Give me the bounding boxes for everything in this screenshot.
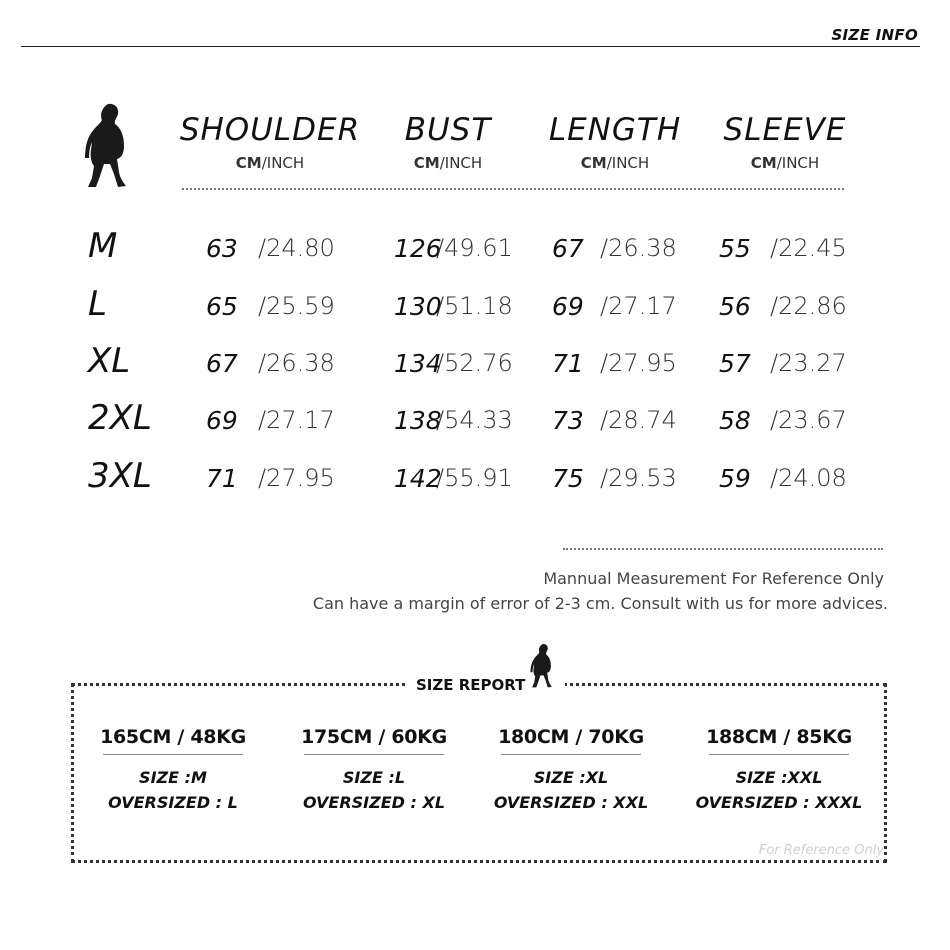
column-unit: CM/INCH bbox=[413, 154, 483, 172]
length-cm: 71 bbox=[552, 349, 584, 378]
oversized-size: OVERSIZED : XXXL bbox=[695, 793, 863, 812]
shoulder-cm: 67 bbox=[206, 349, 238, 378]
column-length bbox=[520, 112, 710, 172]
column-unit: CM/INCH bbox=[235, 154, 305, 172]
ape-figure-icon bbox=[84, 102, 130, 190]
size-row bbox=[88, 284, 888, 334]
bust-inch: /51.18 bbox=[436, 292, 513, 320]
size-row bbox=[88, 226, 888, 276]
length-cm: 75 bbox=[552, 464, 584, 493]
bust-inch: /49.61 bbox=[436, 234, 513, 262]
underline bbox=[304, 754, 444, 755]
size-label: 3XL bbox=[88, 456, 152, 496]
bust-inch: /54.33 bbox=[436, 406, 513, 434]
length-cm: 69 bbox=[552, 292, 584, 321]
report-item bbox=[284, 726, 464, 812]
sleeve-inch: /22.45 bbox=[770, 234, 847, 262]
dotted-divider bbox=[563, 548, 883, 550]
length-inch: /27.95 bbox=[600, 349, 677, 377]
bust-cm: 130 bbox=[394, 292, 442, 321]
sleeve-inch: /22.86 bbox=[770, 292, 847, 320]
dotted-divider bbox=[182, 188, 844, 190]
height-weight: 180CM / 70KG bbox=[498, 726, 644, 748]
column-title: BUST bbox=[404, 112, 492, 148]
shoulder-inch: /27.17 bbox=[258, 406, 335, 434]
header-divider bbox=[21, 46, 920, 47]
column-unit: CM/INCH bbox=[750, 154, 820, 172]
shoulder-inch: /26.38 bbox=[258, 349, 335, 377]
shoulder-cm: 63 bbox=[206, 234, 238, 263]
height-weight: 175CM / 60KG bbox=[301, 726, 447, 748]
shoulder-cm: 65 bbox=[206, 292, 238, 321]
column-sleeve bbox=[690, 112, 880, 172]
size-row bbox=[88, 456, 888, 506]
sleeve-inch: /23.27 bbox=[770, 349, 847, 377]
underline bbox=[709, 754, 849, 755]
size-row bbox=[88, 398, 888, 448]
shoulder-cm: 69 bbox=[206, 406, 238, 435]
oversized-size: OVERSIZED : XL bbox=[302, 793, 446, 812]
column-unit: CM/INCH bbox=[580, 154, 650, 172]
size-row bbox=[88, 341, 888, 391]
size-label: 2XL bbox=[88, 398, 152, 438]
oversized-size: OVERSIZED : L bbox=[108, 793, 238, 812]
size-label: XL bbox=[88, 341, 131, 381]
bust-inch: /52.76 bbox=[436, 349, 513, 377]
underline bbox=[103, 754, 243, 755]
bust-cm: 138 bbox=[394, 406, 442, 435]
recommended-size: SIZE :L bbox=[342, 768, 406, 787]
sleeve-inch: /24.08 bbox=[770, 464, 847, 492]
column-title: SHOULDER bbox=[179, 112, 361, 148]
recommended-size: SIZE :M bbox=[139, 768, 207, 787]
height-weight: 188CM / 85KG bbox=[706, 726, 852, 748]
report-item bbox=[83, 726, 263, 812]
measurement-note: Mannual Measurement For Reference Only bbox=[543, 569, 884, 588]
column-bust bbox=[353, 112, 543, 172]
column-title: LENGTH bbox=[548, 112, 682, 148]
bust-cm: 142 bbox=[394, 464, 442, 493]
reference-footnote: For Reference Only bbox=[758, 843, 884, 858]
length-inch: /28.74 bbox=[600, 406, 677, 434]
recommended-size: SIZE :XXL bbox=[735, 768, 823, 787]
size-label: M bbox=[88, 226, 118, 266]
sleeve-cm: 56 bbox=[719, 292, 751, 321]
length-inch: /27.17 bbox=[600, 292, 677, 320]
sleeve-cm: 55 bbox=[719, 234, 751, 263]
length-inch: /26.38 bbox=[600, 234, 677, 262]
shoulder-inch: /27.95 bbox=[258, 464, 335, 492]
sleeve-inch: /23.67 bbox=[770, 406, 847, 434]
length-cm: 67 bbox=[552, 234, 584, 263]
size-report-title: SIZE REPORT bbox=[416, 676, 526, 694]
sleeve-cm: 57 bbox=[719, 349, 751, 378]
length-inch: /29.53 bbox=[600, 464, 677, 492]
bust-inch: /55.91 bbox=[436, 464, 513, 492]
report-item bbox=[481, 726, 661, 812]
bust-cm: 134 bbox=[394, 349, 442, 378]
underline bbox=[501, 754, 641, 755]
page-title: SIZE INFO bbox=[831, 26, 918, 44]
height-weight: 165CM / 48KG bbox=[100, 726, 246, 748]
report-item bbox=[689, 726, 869, 812]
recommended-size: SIZE :XL bbox=[533, 768, 609, 787]
column-title: SLEEVE bbox=[723, 112, 847, 148]
margin-note: Can have a margin of error of 2-3 cm. Consult with us for more advices. bbox=[312, 594, 888, 613]
oversized-size: OVERSIZED : XXL bbox=[493, 793, 649, 812]
sleeve-cm: 59 bbox=[719, 464, 751, 493]
shoulder-inch: /25.59 bbox=[258, 292, 335, 320]
shoulder-cm: 71 bbox=[206, 464, 238, 493]
column-shoulder bbox=[175, 112, 365, 172]
bust-cm: 126 bbox=[394, 234, 442, 263]
ape-figure-icon bbox=[530, 642, 554, 690]
size-label: L bbox=[88, 284, 107, 324]
length-cm: 73 bbox=[552, 406, 584, 435]
sleeve-cm: 58 bbox=[719, 406, 751, 435]
shoulder-inch: /24.80 bbox=[258, 234, 335, 262]
